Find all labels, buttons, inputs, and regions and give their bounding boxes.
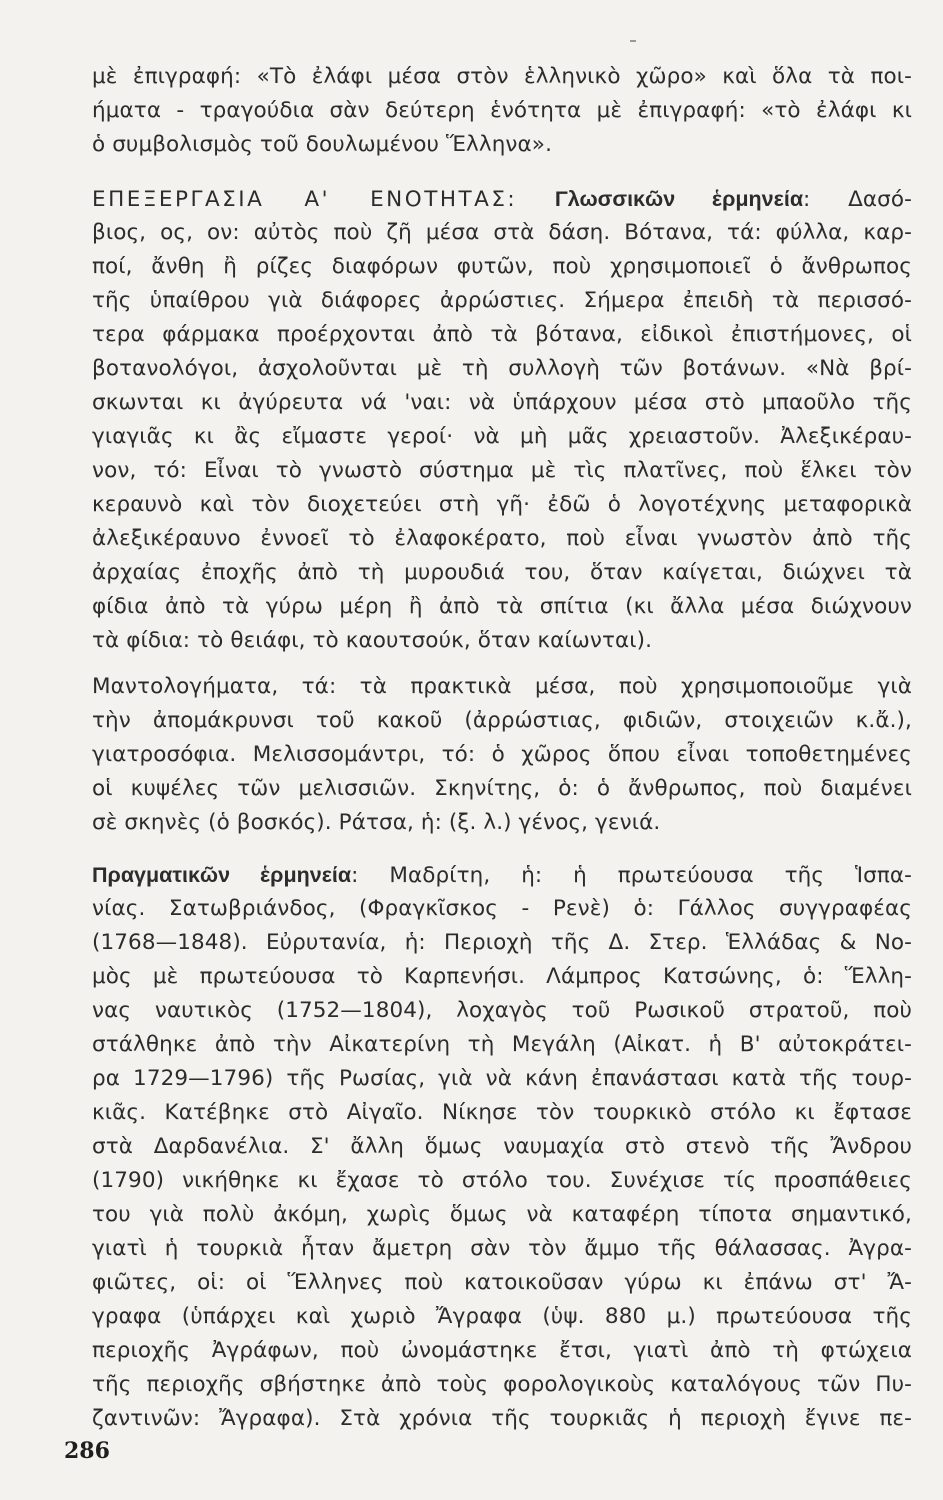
text-line: τῆς ὑπαίθρου γιὰ διάφορες ἀρρώστιες. Σήμερα ἐπειδὴ τὰ περισσό- xyxy=(92,288,912,313)
section-heading: ΕΠΕΞΕΡΓΑΣΙΑ Α' ΕΝΟΤΗΤΑΣ: xyxy=(92,187,518,212)
section-lead: Πραγματικῶν ἑρμηνεία xyxy=(92,863,352,887)
text-line: (1790) νικήθηκε κι ἔχασε τὸ στόλο του. Συνέχισε τίς προσπάθειες xyxy=(92,1168,912,1193)
text-line: νίας. Σατωβριάνδος, (Φραγκῖσκος - Ρενὲ) ὁ: Γάλλος συγγραφέας xyxy=(92,896,912,921)
text-line: τῆς περιοχῆς σβήστηκε ἀπὸ τοὺς φορολογικοὺς καταλόγους τῶν Πυ- xyxy=(92,1372,912,1397)
section-lead: Γλωσσικῶν ἑρμηνεία xyxy=(554,187,804,211)
text-line: τὴν ἀπομάκρυνσι τοῦ κακοῦ (ἀρρώστιας, φιδιῶν, στοιχειῶν κ.ἄ.), xyxy=(92,708,912,733)
text-line: μὸς μὲ πρωτεύουσα τὸ Καρπενήσι. Λάμπρος Κατσώνης, ὁ: Ἕλλη- xyxy=(92,964,912,989)
text-line: ποί, ἄνθη ἢ ρίζες διαφόρων φυτῶν, ποὺ χρησιμοποιεῖ ὁ ἄνθρωπος xyxy=(92,254,912,279)
text-line: φίδια ἀπὸ τὰ γύρω μέρη ἢ ἀπὸ τὰ σπίτια (κι ἄλλα μέσα διώχνουν xyxy=(92,594,912,619)
scan-mark xyxy=(630,40,636,42)
text-line: στὰ Δαρδανέλια. Σ' ἄλλη ὅμως ναυμαχία στὸ στενὸ τῆς Ἄνδρου xyxy=(92,1134,912,1159)
text-line: κιᾶς. Κατέβηκε στὸ Αἰγαῖο. Νίκησε τὸν τουρκικὸ στόλο κι ἔφτασε xyxy=(92,1100,912,1125)
text-line: σκωνται κι ἀγύρευτα νά 'ναι: νὰ ὑπάρχουν μέσα στὸ μπαοῦλο τῆς xyxy=(92,390,912,415)
text-line: κεραυνὸ καὶ τὸν διοχετεύει στὴ γῆ· ἐδῶ ὁ λογοτέχνης μεταφορικὰ xyxy=(92,492,912,517)
text-line: βοτανολόγοι, ἀσχολοῦνται μὲ τὴ συλλογὴ τῶν βοτάνων. «Νὰ βρί- xyxy=(92,356,912,381)
text-line: γιατροσόφια. Μελισσομάντρι, τό: ὁ χῶρος ὅπου εἶναι τοποθετημένες xyxy=(92,742,912,767)
text-line: γιαγιᾶς κι ἂς εἴμαστε γεροί· νὰ μὴ μᾶς χρειαστοῦν. Ἀλεξικέραυ- xyxy=(92,424,912,449)
page-number: 286 xyxy=(64,1438,110,1464)
text-line xyxy=(92,860,912,891)
text-fragment: : Δασό- xyxy=(803,187,912,212)
text-line: τὰ φίδια: τὸ θειάφι, τὸ καουτσούκ, ὅταν καίωνται). xyxy=(92,628,653,653)
text-line: νον, τό: Εἶναι τὸ γνωστὸ σύστημα μὲ τὶς πλατῖνες, ποὺ ἕλκει τὸν xyxy=(92,458,912,483)
text-line: του γιὰ πολὺ ἀκόμη, χωρὶς ὅμως νὰ καταφέρη τίποτα σημαντικό, xyxy=(92,1202,912,1227)
text-line: βιος, ος, ον: αὐτὸς ποὺ ζῆ μέσα στὰ δάση. Βότανα, τά: φύλλα, καρ- xyxy=(92,220,912,245)
text-line: ὁ συμβολισμὸς τοῦ δουλωμένου Ἕλληνα». xyxy=(92,132,552,157)
text-line: ρα 1729—1796) τῆς Ρωσίας, γιὰ νὰ κάνη ἐπανάστασι κατὰ τῆς τουρ- xyxy=(92,1066,912,1091)
text-line: μὲ ἐπιγραφή: «Τὸ ἐλάφι μέσα στὸν ἑλληνικὸ χῶρο» καὶ ὅλα τὰ ποι- xyxy=(92,64,912,89)
text-line: ἀλεξικέραυνο ἐννοεῖ τὸ ἐλαφοκέρατο, ποὺ εἶναι γνωστὸν ἀπὸ τῆς xyxy=(92,526,912,551)
text-line xyxy=(92,184,912,215)
text-line: νας ναυτικὸς (1752—1804), λοχαγὸς τοῦ Ρωσικοῦ στρατοῦ, ποὺ xyxy=(92,998,912,1023)
text-line: γιατὶ ἡ τουρκιὰ ἦταν ἄμετρη σὰν τὸν ἄμμο τῆς θάλασσας. Ἀγρα- xyxy=(92,1236,912,1261)
text-line: τερα φάρμακα προέρχονται ἀπὸ τὰ βότανα, εἰδικοὶ ἐπιστήμονες, οἱ xyxy=(92,322,912,347)
text-line: ήματα - τραγούδια σὰν δεύτερη ἑνότητα μὲ ἐπιγραφή: «τὸ ἐλάφι κι xyxy=(92,98,912,123)
text-line: Μαντολογήματα, τά: τὰ πρακτικὰ μέσα, ποὺ χρησιμοποιοῦμε γιὰ xyxy=(92,674,912,699)
text-line: οἱ κυψέλες τῶν μελισσιῶν. Σκηνίτης, ὁ: ὁ ἄνθρωπος, ποὺ διαμένει xyxy=(92,776,912,801)
text-fragment: : Μαδρίτη, ἡ: ἡ πρωτεύουσα τῆς Ἱσπα- xyxy=(351,863,912,888)
text-line: σὲ σκηνὲς (ὁ βοσκός). Ράτσα, ἡ: (ξ. λ.) γένος, γενιά. xyxy=(92,810,661,835)
text-line: ἀρχαίας ἐποχῆς ἀπὸ τὴ μυρουδιά του, ὅταν καίγεται, διώχνει τὰ xyxy=(92,560,912,585)
text-line: φιῶτες, οἱ: οἱ Ἕλληνες ποὺ κατοικοῦσαν γύρω κι ἐπάνω στ' Ἄ- xyxy=(92,1270,912,1295)
text-line: (1768—1848). Εὐρυτανία, ἡ: Περιοχὴ τῆς Δ. Στερ. Ἑλλάδας & Νο- xyxy=(92,930,912,955)
text-line: γραφα (ὑπάρχει καὶ χωριὸ Ἄγραφα (ὑψ. 880 μ.) πρωτεύουσα τῆς xyxy=(92,1304,912,1329)
text-line: στάλθηκε ἀπὸ τὴν Αἰκατερίνη τὴ Μεγάλη (Αἰκατ. ἡ Β' αὐτοκράτει- xyxy=(92,1032,912,1057)
text-line: ζαντινῶν: Ἄγραφα). Στὰ χρόνια τῆς τουρκιᾶς ἡ περιοχὴ ἔγινε πε- xyxy=(92,1406,912,1431)
text-line: περιοχῆς Ἀγράφων, ποὺ ὠνομάστηκε ἔτσι, γιατὶ ἀπὸ τὴ φτώχεια xyxy=(92,1338,912,1363)
